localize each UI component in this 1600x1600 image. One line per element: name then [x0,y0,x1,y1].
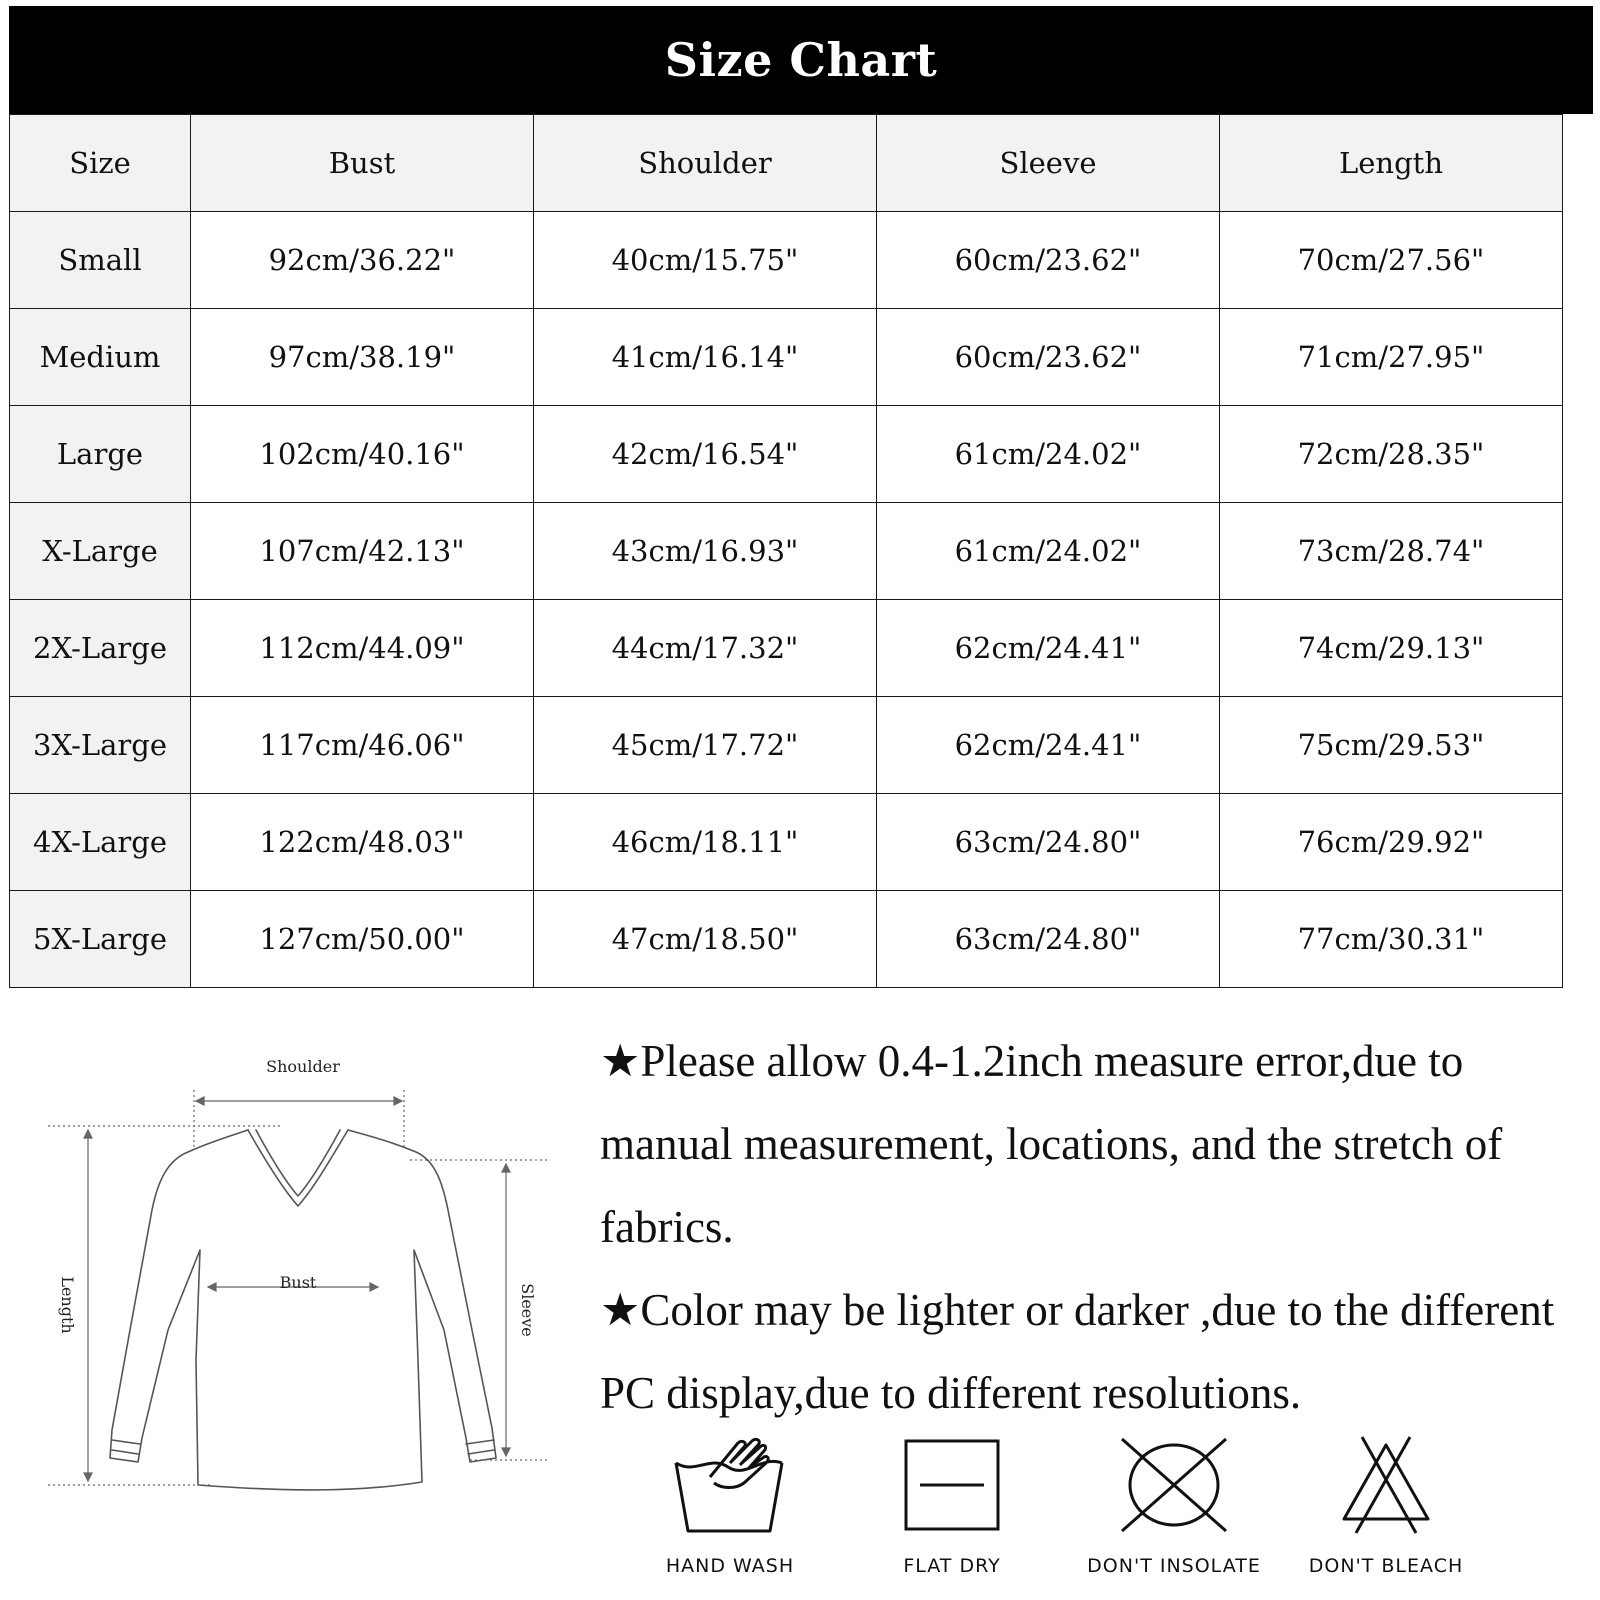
sleeve-label: Sleeve [518,1283,537,1337]
header-bust: Bust [191,115,534,212]
length-cell: 77cm/30.31" [1220,891,1563,988]
table-row [10,309,1563,406]
note-color: ★Color may be lighter or darker ,due to the different PC display,due to different resolutions. [600,1285,1555,1418]
care-instructions [630,1435,1530,1595]
sleeve-cell: 62cm/24.41" [877,697,1220,794]
sleeve-cell: 61cm/24.02" [877,406,1220,503]
table-row [10,406,1563,503]
sleeve-cell: 61cm/24.02" [877,503,1220,600]
note-measure-error: ★Please allow 0.4-1.2inch measure error,due to manual measurement, locations, and the stretch of fabrics. [600,1036,1503,1252]
shoulder-cell: 42cm/16.54" [534,406,877,503]
bust-cell: 117cm/46.06" [191,697,534,794]
bust-cell: 112cm/44.09" [191,600,534,697]
shoulder-cell: 46cm/18.11" [534,794,877,891]
dont-bleach-label: DON'T BLEACH [1308,1555,1464,1577]
care-dont-bleach [1286,1435,1486,1577]
dont-insolate-icon [1114,1435,1234,1535]
table-row [10,600,1563,697]
sleeve-cell: 60cm/23.62" [877,309,1220,406]
length-cell: 70cm/27.56" [1220,212,1563,309]
hand-wash-label: HAND WASH [665,1555,795,1577]
sleeve-cell: 63cm/24.80" [877,891,1220,988]
length-cell: 71cm/27.95" [1220,309,1563,406]
header-shoulder: Shoulder [534,115,877,212]
size-label: X-Large [10,503,191,600]
size-table [9,114,1563,988]
length-cell: 74cm/29.13" [1220,600,1563,697]
bust-cell: 97cm/38.19" [191,309,534,406]
bust-cell: 127cm/50.00" [191,891,534,988]
bust-label: Bust [279,1273,317,1292]
length-cell: 75cm/29.53" [1220,697,1563,794]
length-cell: 72cm/28.35" [1220,406,1563,503]
size-label: 3X-Large [10,697,191,794]
table-row [10,891,1563,988]
shoulder-cell: 44cm/17.32" [534,600,877,697]
header-size: Size [10,115,191,212]
table-row [10,697,1563,794]
measurement-diagram [30,1030,590,1570]
size-label: 5X-Large [10,891,191,988]
length-cell: 76cm/29.92" [1220,794,1563,891]
length-label: Length [58,1276,77,1334]
table-row [10,212,1563,309]
care-flat-dry [852,1435,1052,1577]
flat-dry-label: FLAT DRY [903,1555,1001,1577]
size-label: 4X-Large [10,794,191,891]
shoulder-cell: 40cm/15.75" [534,212,877,309]
table-row [10,794,1563,891]
shirt-outline [110,1130,496,1490]
shoulder-cell: 41cm/16.14" [534,309,877,406]
shoulder-cell: 43cm/16.93" [534,503,877,600]
table-header-row [10,115,1563,212]
notes [600,1020,1590,1435]
care-dont-insolate [1074,1435,1274,1577]
bust-cell: 92cm/36.22" [191,212,534,309]
length-cell: 73cm/28.74" [1220,503,1563,600]
size-label: Medium [10,309,191,406]
hand-wash-icon [670,1435,790,1535]
care-hand-wash [630,1435,830,1577]
size-label: 2X-Large [10,600,191,697]
bust-cell: 102cm/40.16" [191,406,534,503]
size-label: Small [10,212,191,309]
dont-insolate-label: DON'T INSOLATE [1087,1555,1261,1577]
flat-dry-icon [892,1435,1012,1535]
sleeve-cell: 63cm/24.80" [877,794,1220,891]
size-chart-title: Size Chart [9,6,1593,114]
table-row [10,503,1563,600]
sleeve-cell: 60cm/23.62" [877,212,1220,309]
sleeve-cell: 62cm/24.41" [877,600,1220,697]
size-label: Large [10,406,191,503]
shoulder-label: Shoulder [266,1057,340,1076]
header-sleeve: Sleeve [877,115,1220,212]
dont-bleach-icon [1326,1435,1446,1535]
bust-cell: 122cm/48.03" [191,794,534,891]
header-length: Length [1220,115,1563,212]
bust-cell: 107cm/42.13" [191,503,534,600]
shoulder-cell: 45cm/17.72" [534,697,877,794]
shoulder-cell: 47cm/18.50" [534,891,877,988]
